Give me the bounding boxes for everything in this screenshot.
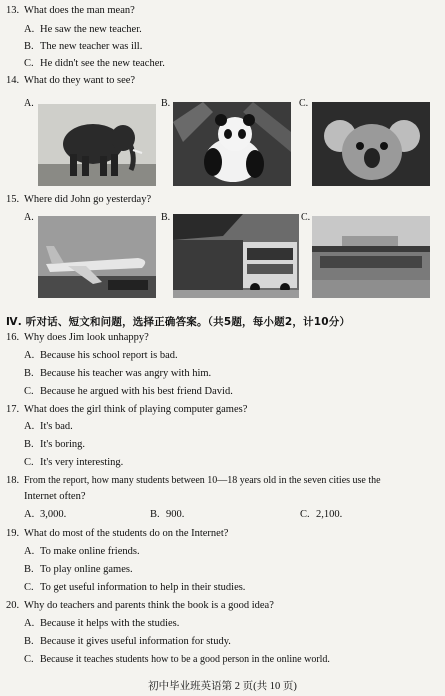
panda-photo[interactable] xyxy=(173,102,291,186)
option-18b[interactable] xyxy=(150,508,184,522)
question-number: 19. xyxy=(6,528,20,539)
option-18c[interactable] xyxy=(300,508,342,522)
section-heading: Ⅳ. 听对话、短文和问题，选择正确答案。（共5题，每小题2，计10分） xyxy=(6,316,351,328)
option-letter: C. xyxy=(24,58,34,69)
option-letter: A. xyxy=(24,24,35,35)
option-letter: B. xyxy=(24,41,34,52)
image-label-a: A. xyxy=(24,98,34,109)
option-letter: A. xyxy=(24,618,35,629)
option-text: To get useful information to help in their studies. xyxy=(40,582,246,593)
option-letter: B. xyxy=(24,439,34,450)
image-label-b: B. xyxy=(161,98,171,109)
option-text: Because it helps with the studies. xyxy=(40,618,180,629)
option-text: The new teacher was ill. xyxy=(40,41,143,52)
option-text: Because he argued with his best friend David. xyxy=(40,386,233,397)
option-text: Because it teaches students how to be a good person in the online world. xyxy=(40,654,330,665)
option-text: Because it gives useful information for study. xyxy=(40,636,231,647)
option-text: 2,100. xyxy=(316,509,343,520)
airplane-photo[interactable] xyxy=(38,216,156,298)
page-footer: 初中毕业班英语第 2 页(共 10 页) xyxy=(148,681,297,692)
question-text: Why do teachers and parents think the book is a good idea? xyxy=(24,600,274,611)
question-text: What does the man mean? xyxy=(24,5,135,16)
option-letter: C. xyxy=(300,509,310,520)
image-label-c: C. xyxy=(301,212,311,223)
question-text: Where did John go yesterday? xyxy=(24,194,152,205)
option-text: He saw the new teacher. xyxy=(40,24,142,35)
railway-station-photo[interactable] xyxy=(312,216,430,298)
question-number: 20. xyxy=(6,600,20,611)
option-letter: C. xyxy=(24,386,34,397)
option-letter: A. xyxy=(24,350,35,361)
option-letter: B. xyxy=(24,368,34,379)
option-letter: B. xyxy=(24,636,34,647)
question-number: 13. xyxy=(6,5,20,16)
question-text: What does the girl think of playing computer games? xyxy=(24,404,248,415)
image-label-a: A. xyxy=(24,212,34,223)
image-label-b: B. xyxy=(161,212,171,223)
question-text: From the report, how many students between 10—18 years old in the seven cities use the xyxy=(24,475,381,486)
elephant-photo[interactable] xyxy=(38,104,156,186)
option-letter: B. xyxy=(24,564,34,575)
koala-photo[interactable] xyxy=(312,102,430,186)
option-letter: A. xyxy=(24,421,35,432)
option-18a[interactable] xyxy=(24,508,66,522)
question-number: 14. xyxy=(6,75,20,86)
option-text: It's bad. xyxy=(40,421,73,432)
option-text: Because his school report is bad. xyxy=(40,350,178,361)
question-number: 17. xyxy=(6,404,20,415)
question-number: 18. xyxy=(6,475,20,486)
option-text: It's boring. xyxy=(40,439,86,450)
question-text: What do they want to see? xyxy=(24,75,136,86)
option-text: He didn't see the new teacher. xyxy=(40,58,165,69)
option-letter: B. xyxy=(150,509,160,520)
bus-station-photo[interactable] xyxy=(173,214,299,298)
option-letter: C. xyxy=(24,457,34,468)
option-text: To make online friends. xyxy=(40,546,140,557)
option-text: 900. xyxy=(166,509,185,520)
question-number: 15. xyxy=(6,194,20,205)
option-text: Because his teacher was angry with him. xyxy=(40,368,212,379)
option-text: 3,000. xyxy=(40,509,67,520)
option-text: It's very interesting. xyxy=(40,457,124,468)
option-letter: A. xyxy=(24,546,35,557)
question-text: What do most of the students do on the Internet? xyxy=(24,528,229,539)
question-text: Internet often? xyxy=(24,491,86,502)
option-text: To play online games. xyxy=(40,564,133,575)
option-letter: C. xyxy=(24,582,34,593)
image-label-c: C. xyxy=(299,98,309,109)
option-letter: C. xyxy=(24,654,34,665)
question-text: Why does Jim look unhappy? xyxy=(24,332,149,343)
question-number: 16. xyxy=(6,332,20,343)
option-letter: A. xyxy=(24,509,35,520)
